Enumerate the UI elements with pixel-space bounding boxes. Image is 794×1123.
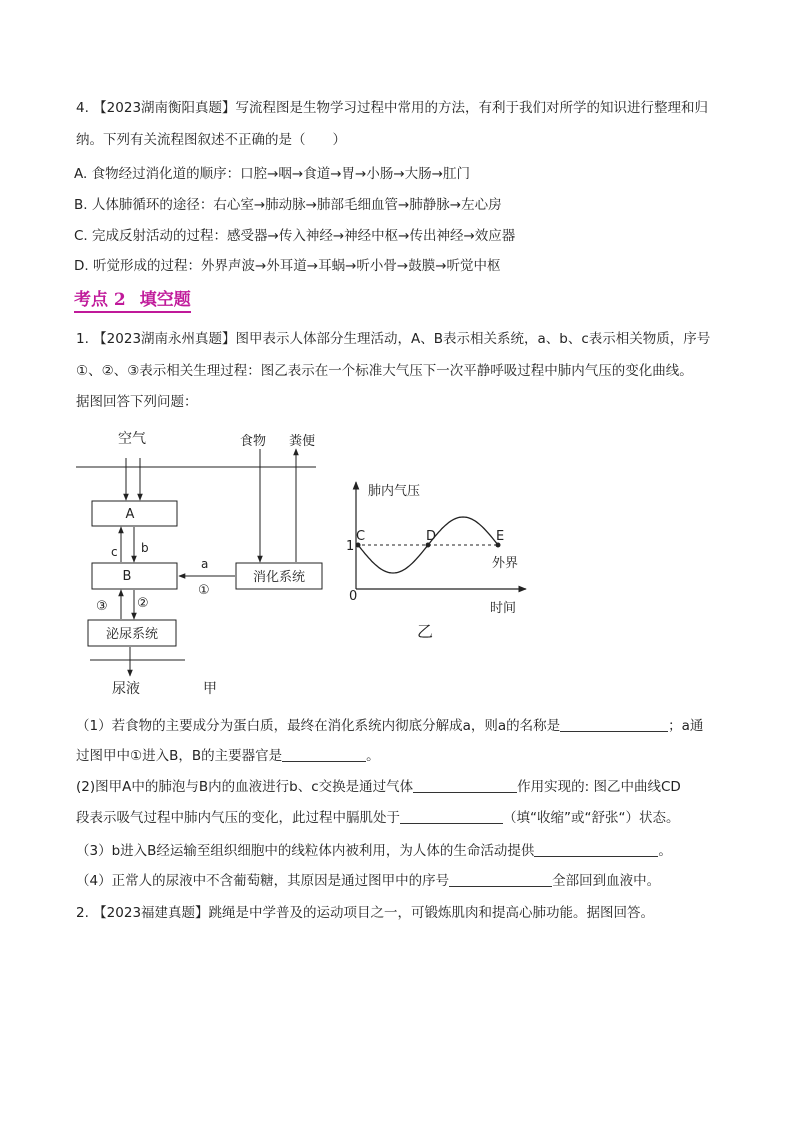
sub1-line1 [76, 716, 703, 736]
diagram-jia [0, 420, 340, 705]
y-axis-label: 肺内气压 [368, 484, 421, 499]
box-b [92, 563, 177, 589]
sub1-text4: 。 [366, 748, 380, 764]
reference-label: 外界 [492, 556, 519, 571]
sub4-text1: （4）正常人的尿液中不含葡萄糖，其原因是通过图甲中的序号 [76, 873, 450, 889]
label-a: a [201, 557, 209, 571]
sub3-text2: 。 [658, 843, 672, 859]
q4-option-c: C. 完成反射活动的过程：感受器→传入神经→神经中枢→传出神经→效应器 [74, 228, 516, 244]
answer-blank-1[interactable] [560, 717, 668, 732]
label-b: b [141, 541, 149, 555]
sub3-text1: （3）b进入B经运输至组织细胞中的线粒体内被利用，为人体的生命活动提供 [76, 843, 535, 859]
box-a-label: A [125, 507, 135, 522]
box-b-label: B [122, 569, 132, 584]
q4-option-b: B. 人体肺循环的途径：右心室→肺动脉→肺部毛细血管→肺静脉→左心房 [74, 197, 502, 213]
sub1-text3: 过图甲中①进入B，B的主要器官是 [76, 748, 283, 764]
sub2-text1: (2)图甲A中的肺泡与B内的血液进行b、c交换是通过气体 [76, 779, 414, 795]
label-circle3: ③ [96, 599, 108, 614]
section-label: 考点 2 [74, 290, 126, 310]
sub2-text3: 段表示吸气过程中肺内气压的变化，此过程中膈肌处于 [76, 810, 400, 826]
q1-stem-line1: 1. 【2023湖南永州真题】图甲表示人体部分生理活动，A、B表示相关系统，a、b、c表示相关物质，序号 [76, 331, 711, 347]
sub2-text2: 作用实现的: 图乙中曲线CD [517, 779, 681, 795]
box-urinary-label: 泌尿系统 [105, 627, 159, 642]
sub3-line [76, 841, 672, 861]
sub2-line2 [76, 808, 679, 828]
origin-label: 0 [349, 589, 358, 604]
y-tick-label: 1 [346, 539, 355, 554]
q1-stem-line3: 据图回答下列问题： [76, 394, 198, 410]
sub1-text2: ；a通 [668, 718, 704, 734]
sub4-line [76, 871, 660, 891]
box-digestive-label: 消化系统 [252, 570, 306, 585]
point-label-d: D [426, 529, 437, 544]
label-circle2: ② [137, 596, 149, 611]
sub4-text2: 全部回到血液中。 [552, 873, 661, 889]
label-c: c [111, 545, 118, 559]
q4-option-a: A. 食物经过消化道的顺序：口腔→咽→食道→胃→小肠→大肠→肛门 [74, 166, 470, 182]
sub1-text1: （1）若食物的主要成分为蛋白质，最终在消化系统内彻底分解成a，则a的名称是 [76, 718, 561, 734]
label-urine: 尿液 [112, 681, 140, 697]
q4-option-d: D. 听觉形成的过程：外界声波→外耳道→耳蜗→听小骨→鼓膜→听觉中枢 [74, 258, 501, 274]
point-label-e: E [496, 529, 505, 544]
q4-stem-line2: 纳。下列有关流程图叙述不正确的是（ ） [76, 132, 346, 148]
caption-jia: 甲 [203, 681, 217, 697]
label-circle1: ① [198, 583, 210, 598]
x-axis-label: 时间 [490, 601, 517, 616]
box-a [92, 501, 177, 526]
q4-stem-line1: 4. 【2023湖南衡阳真题】写流程图是生物学习过程中常用的方法，有利于我们对所学的知识进行整理和归 [76, 100, 709, 116]
answer-blank-4[interactable] [400, 809, 503, 824]
sub2-text4: （填“收缩”或“舒张“）状态。 [503, 810, 680, 826]
sub2-line1 [76, 777, 681, 797]
answer-blank-6[interactable] [449, 872, 552, 887]
answer-blank-2[interactable] [282, 747, 366, 762]
label-air: 空气 [118, 431, 146, 447]
pressure-chart [330, 470, 540, 645]
section-title: 填空题 [139, 290, 191, 310]
section-heading [74, 290, 191, 313]
q2-stem: 2. 【2023福建真题】跳绳是中学普及的运动项目之一，可锻炼肌肉和提高心肺功能。据图回答。 [76, 905, 655, 921]
q1-stem-line2: ①、②、③表示相关生理过程：图乙表示在一个标准大气压下一次平静呼吸过程中肺内气压的变化曲线。 [76, 363, 693, 379]
point-label-c: C [356, 529, 366, 544]
answer-blank-5[interactable] [534, 842, 658, 857]
label-food: 食物 [240, 434, 267, 449]
label-feces: 粪便 [289, 434, 316, 449]
sub1-line2 [76, 746, 380, 766]
answer-blank-3[interactable] [413, 778, 517, 793]
caption-yi: 乙 [417, 622, 434, 641]
